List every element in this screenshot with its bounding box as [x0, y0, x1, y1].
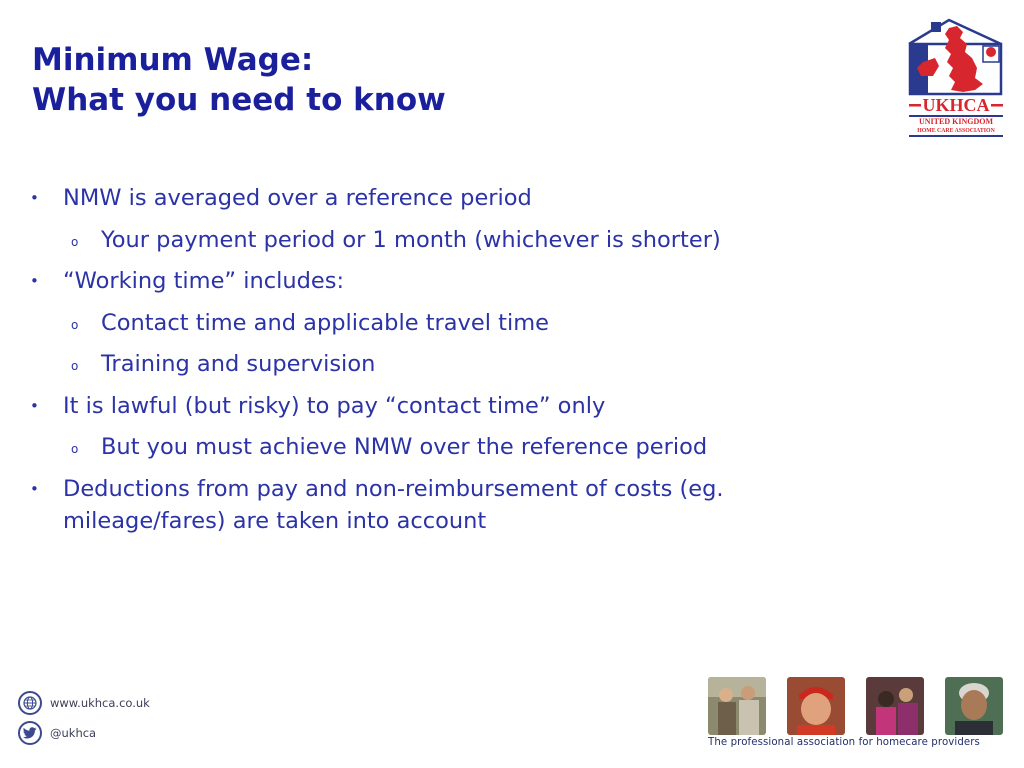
- sub-bullet-text: Your payment period or 1 month (whichever is shorter): [101, 226, 721, 253]
- twitter-bird-icon: [18, 721, 42, 745]
- bullet-marker: •: [30, 396, 39, 415]
- photo-smiling-man-red-cap: [787, 677, 845, 735]
- slide-title: [32, 40, 446, 120]
- sub-bullet-marker: o: [71, 359, 79, 373]
- website-url[interactable]: www.ukhca.co.uk: [50, 696, 150, 710]
- photo-carer-and-elderly-man: [708, 677, 766, 735]
- photo-elderly-man-smiling: [945, 677, 1003, 735]
- sub-bullet-item: [30, 348, 890, 380]
- footer-links: [18, 690, 150, 750]
- sub-bullet-item: [30, 224, 890, 256]
- bullet-item: [30, 390, 890, 422]
- sub-bullet-marker: o: [71, 234, 79, 249]
- ukhca-logo-graphic: [905, 18, 1005, 138]
- slide-title-line-2: What you need to know: [32, 82, 446, 118]
- sub-bullet-text: But you must achieve NMW over the reference period: [101, 434, 708, 460]
- bullet-text: Deductions from pay and non-reimbursement of costs (eg. mileage/fares) are taken into account: [63, 475, 724, 534]
- bullet-text: “Working time” includes:: [63, 268, 345, 294]
- bullet-list: [30, 182, 890, 546]
- bullet-marker: •: [30, 189, 39, 207]
- photo-carer-with-woman: [866, 677, 924, 735]
- website-link[interactable]: [18, 690, 150, 716]
- bullet-text: It is lawful (but risky) to pay “contact time” only: [63, 392, 606, 419]
- logo-subtitle-line-2: HOME CARE ASSOCIATION: [917, 128, 995, 134]
- bullet-marker: •: [30, 479, 39, 498]
- sub-bullet-item: [30, 307, 890, 339]
- sub-bullet-marker: o: [71, 442, 79, 456]
- sub-bullet-item: [30, 431, 890, 463]
- sub-bullet-text: Training and supervision: [101, 351, 376, 377]
- bullet-item: [30, 182, 890, 214]
- footer-tagline: The professional association for homecare providers: [708, 737, 980, 748]
- logo-wordmark: UKHCA: [922, 95, 990, 115]
- globe-icon: [18, 691, 42, 715]
- sub-bullet-text: Contact time and applicable travel time: [101, 309, 549, 336]
- twitter-handle[interactable]: @ukhca: [50, 726, 97, 740]
- logo-subtitle-line-1: UNITED KINGDOM: [918, 117, 994, 126]
- bullet-item: [30, 473, 890, 537]
- slide-title-line-1: Minimum Wage:: [32, 42, 314, 78]
- sub-bullet-marker: o: [71, 317, 79, 332]
- bullet-text: NMW is averaged over a reference period: [63, 185, 532, 211]
- twitter-link[interactable]: [18, 720, 150, 746]
- photo-strip: [708, 677, 1003, 735]
- ukhca-logo: [905, 18, 1005, 138]
- bullet-marker: •: [30, 272, 39, 290]
- bullet-item: [30, 265, 890, 297]
